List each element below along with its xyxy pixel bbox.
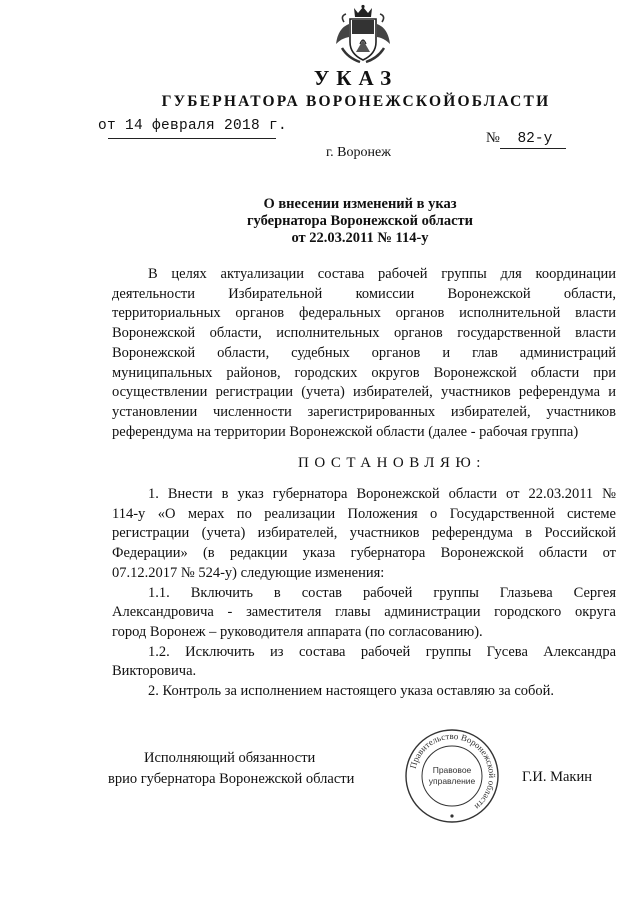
heading-line: губернатора Воронежской области bbox=[246, 213, 474, 229]
text-line: регистрации (учета) избирателей, участников референдума в Российской bbox=[112, 525, 616, 542]
coat-of-arms-emblem bbox=[330, 4, 396, 66]
heading-line: О внесении изменений в указ bbox=[263, 196, 457, 212]
text-line: Викторовича. bbox=[112, 663, 197, 680]
stamp-center-line: Правовое bbox=[432, 765, 472, 775]
text-line: Воронежской области, исполнительных органов государственной власти bbox=[112, 325, 616, 342]
text-line: осуществлении регистрации (учета) избирателей, участников референдума и bbox=[112, 384, 616, 401]
document-title: УКАЗ bbox=[313, 66, 399, 90]
number-label: № bbox=[486, 130, 500, 146]
text-line: Александровича - заместителя главы администрации городского округа bbox=[112, 604, 616, 621]
text-line: Воронежской области, судебных органов и глав администраций bbox=[112, 344, 616, 361]
official-stamp bbox=[402, 728, 502, 824]
text-line: 1.2. Исключить из состава рабочей группы Гусева Александра bbox=[148, 643, 616, 660]
date-underline bbox=[108, 138, 276, 139]
text-line: муниципальных районов, городских округов Воронежской области при bbox=[112, 364, 616, 381]
decree-word: ПОСТАНОВЛЯЮ: bbox=[298, 455, 486, 471]
text-line: деятельности Избирательной комиссии Воронежской области, bbox=[112, 285, 616, 302]
text-line: 114-у «О мерах по реализации Положения о Государственной системе bbox=[112, 505, 616, 522]
number-underline bbox=[500, 148, 566, 149]
preamble-paragraph bbox=[112, 265, 616, 442]
text-line: 1.1. Включить в состав рабочей группы Глазьева Сергея bbox=[148, 584, 616, 601]
decree-heading bbox=[80, 196, 640, 247]
position-line: врио губернатора Воронежской области bbox=[108, 771, 355, 787]
decree-date: от 14 февраля 2018 г. bbox=[98, 118, 288, 134]
text-line: 2. Контроль за исполнением настоящего указа оставляю за собой. bbox=[148, 683, 555, 700]
text-line: В целях актуализации состава рабочей группы для координации bbox=[148, 266, 616, 282]
text-line: установлении численности зарегистрированных избирателей, участников bbox=[112, 403, 616, 420]
heading-line: от 22.03.2011 № 114-у bbox=[291, 230, 429, 246]
position-line: Исполняющий обязанности bbox=[144, 750, 316, 766]
document-subtitle: ГУБЕРНАТОРА ВОРОНЕЖСКОЙОБЛАСТИ bbox=[161, 93, 551, 110]
number-value: 82-у bbox=[517, 131, 553, 147]
stamp-center-line: управление bbox=[428, 776, 476, 786]
text-line: 1. Внести в указ губернатора Воронежской области от 22.03.2011 № bbox=[148, 486, 616, 502]
signatory-position bbox=[108, 748, 354, 790]
text-line: референдума на территории Воронежской области (далее - рабочая группа) bbox=[112, 423, 579, 440]
city-line: г. Воронеж bbox=[326, 145, 391, 160]
text-line: город Воронеж – руководителя аппарата (по согласованию). bbox=[112, 623, 483, 640]
decree-items bbox=[112, 485, 616, 702]
signatory-name: Г.И. Макин bbox=[522, 769, 592, 785]
text-line: Федерации» (в редакции указа губернатора Воронежской области от bbox=[112, 545, 616, 562]
stamp-ring-text: Правительство Воронежской области bbox=[407, 730, 498, 812]
decree-number bbox=[486, 130, 552, 147]
text-line: 07.12.2017 № 524-у) следующие изменения: bbox=[112, 564, 385, 581]
text-line: территориальных органов федеральных органов исполнительной власти bbox=[112, 305, 616, 322]
